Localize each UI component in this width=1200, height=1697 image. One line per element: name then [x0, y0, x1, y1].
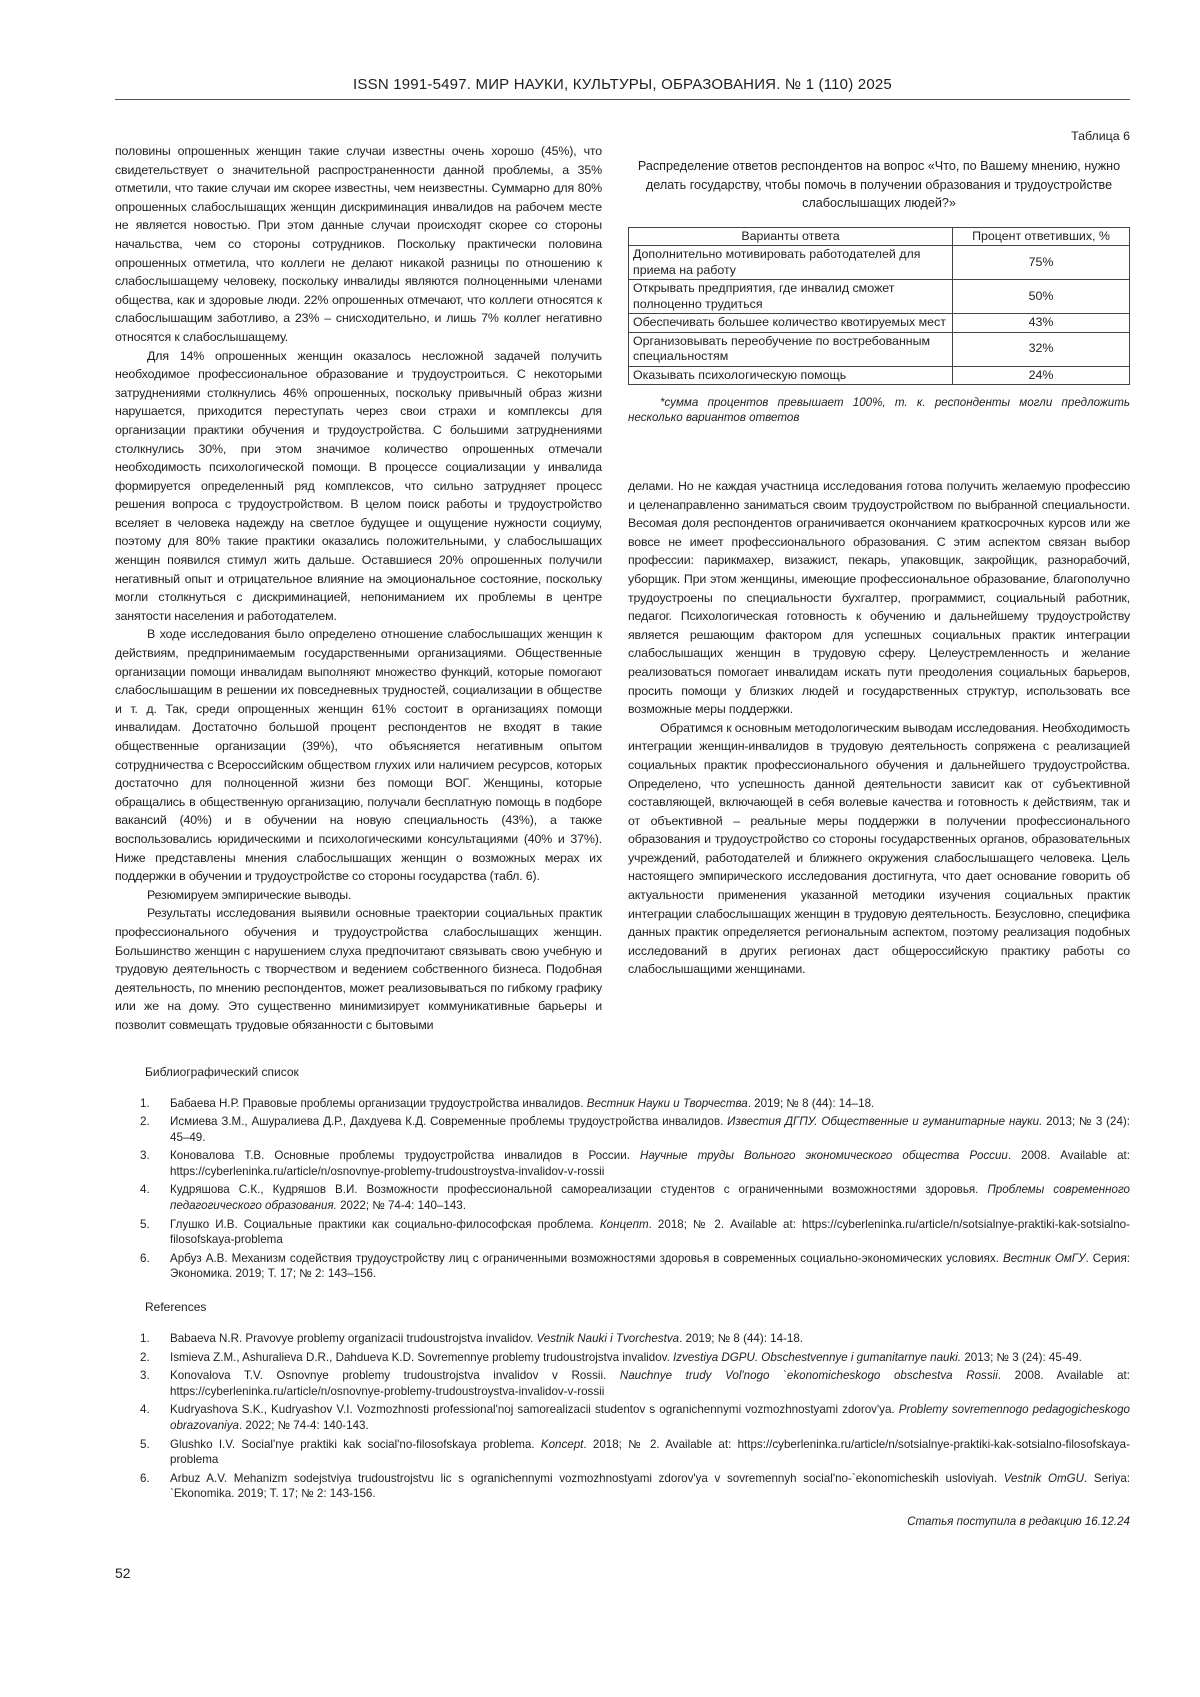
reference-source: Вестник ОмГУ — [1003, 1252, 1086, 1265]
reference-item — [140, 1471, 1130, 1502]
percent-cell: 32% — [953, 332, 1130, 366]
paragraph: половины опрошенных женщин такие случаи известны очень хорошо (45%), что свидетельствует о значительной распространенности данной проблемы, а 35% отметили, что такие случаи им скорее известны, чем неизвестны. Суммарно для 80% опрошенных слабослышащих женщин дискриминация инвалидов на рабочем месте не является новостью. При этом данные случаи происходят скорее со стороны начальства, чем со стороны сотрудников. Поскольку практически половина опрошенных отметила, что коллеги не делают никакой разницы по отношению к слабослышащему человеку, поскольку инвалиды являются полноценными членами общества, как и здоровые люди. 22% опрошенных отмечают, что коллеги относятся к слабослышащим заботливо, а 23% – снисходительно, и лишь 7% коллег негативно относятся к слабослышащему. — [115, 142, 602, 347]
reference-item — [140, 1331, 1130, 1347]
reference-text: Глушко И.В. Социальные практики как социально-философская проблема. — [170, 1218, 600, 1231]
paragraph: делами. Но не каждая участница исследования готова получить желаемую профессию и целенаправленно заниматься своим трудоустройством по выбранной специальности. Весомая доля респондентов ограничивается окончанием краткосрочных курсов или же вовсе не имеет профессионального образования. С этим аспектом связан выбор профессии: парикмахер, визажист, пекарь, упаковщик, закройщик, разнорабочий, уборщик. При этом женщины, имеющие профессиональное образование, благополучно трудоустроены по специальности бухгалтер, программист, социальный работник, педагог. Психологическая готовность к обучению и дальнейшему трудоустройству является решающим фактором для успешных социальных практик интеграции слабослышащих женщин в трудовую сферу. Целеустремленность и желание реализоваться помогает инвалидам искать пути преодоления социальных барьеров, просить помощи у близких людей и государственных структур, использовать все возможные меры поддержки. — [628, 477, 1130, 719]
reference-details: . 2019; № 8 (44): 14-18. — [679, 1332, 803, 1345]
references-list — [140, 1331, 1130, 1502]
table-caption: Распределение ответов респондентов на вопрос «Что, по Вашему мнению, нужно делать государству, чтобы помочь в получении образования и трудоустройстве слабослышащих людей?» — [628, 157, 1130, 213]
reference-item — [140, 1368, 1130, 1399]
reference-source: Концепт — [600, 1218, 649, 1231]
paragraph: Резюмируем эмпирические выводы. — [115, 886, 602, 905]
page-number: 52 — [115, 1565, 1130, 1621]
column-header: Процент ответивших, % — [953, 227, 1130, 246]
reference-number: 1. — [140, 1331, 150, 1347]
reference-text: Babaeva N.R. Pravovye problemy organizacii trudoustrojstva invalidov. — [170, 1332, 536, 1345]
references-title: References — [145, 1300, 1130, 1315]
reference-item — [140, 1148, 1130, 1179]
reference-source: Vestnik OmGU — [1004, 1472, 1084, 1485]
reference-source: Известия ДГПУ. Общественные и гуманитарные науки. — [727, 1115, 1042, 1128]
bibliography-list — [140, 1096, 1130, 1283]
reference-source: Koncept — [541, 1438, 584, 1451]
received-date: Статья поступила в редакцию 16.12.24 — [115, 1514, 1130, 1529]
reference-text: Glushko I.V. Social'nye praktiki kak social'no-filosofskaya problema. — [170, 1438, 541, 1451]
bibliography-title: Библиографический список — [145, 1065, 1130, 1080]
reference-number: 6. — [140, 1471, 150, 1487]
table-row — [629, 246, 1130, 280]
answer-cell: Организовывать переобучение по востребованным специальностям — [629, 332, 953, 366]
paragraph: Для 14% опрошенных женщин оказалось несложной задачей получить необходимое профессиональное образование и трудоустроиться. С некоторыми затруднениями столкнулись 46% опрошенных, поскольку привычный образ жизни нарушается, приходится переступать через свои страхи и комплексы для организации практики обучения и трудоустройства. С большими затруднениями столкнулись 30%, при этом значимое количество опрошенных отмечали необходимость психологической помощи. В процессе социализации у инвалида формируется определенный ряд комплексов, что сильно затрудняет процесс решения вопроса с трудоустройством. В целом поиск работы и трудоустройство вселяет в человека надежду на светлое будущее и ощущение нужности социуму, поэтому для 80% такие практики оказались положительными, у слабослышащих женщин появился стимул жить дальше. Оставшиеся 20% опрошенных получили негативный опыт и отрицательное влияние на эмоциональное состояние, поскольку могли столкнуться с дискриминацией, непониманием их проблемы в центре занятости населения и работодателем. — [115, 347, 602, 626]
table-row — [629, 332, 1130, 366]
reference-number: 1. — [140, 1096, 150, 1112]
reference-details: . 2008. Available at: https://cyberleninka.ru/article/n/osnovnye-problemy-trudoustroystva-invalidov-v-rossii — [170, 1369, 1130, 1398]
reference-details: . 2022; № 74-4: 140-143. — [239, 1419, 369, 1432]
left-column — [115, 142, 602, 1035]
column-header: Варианты ответа — [629, 227, 953, 246]
reference-number: 5. — [140, 1217, 150, 1233]
reference-item — [140, 1096, 1130, 1112]
reference-source: Nauchnye trudy Vol'nogo `ekonomicheskogo obschestva Rossii — [620, 1369, 998, 1382]
reference-details: 2022; № 74-4: 140–143. — [337, 1199, 466, 1212]
table-row — [629, 366, 1130, 385]
table-row — [629, 314, 1130, 333]
answer-cell: Оказывать психологическую помощь — [629, 366, 953, 385]
reference-number: 3. — [140, 1368, 150, 1384]
reference-number: 2. — [140, 1114, 150, 1130]
reference-number: 6. — [140, 1251, 150, 1267]
reference-number: 4. — [140, 1402, 150, 1418]
answer-cell: Открывать предприятия, где инвалид сможет полноценно трудиться — [629, 280, 953, 314]
reference-source: Vestnik Nauki i Tvorchestva — [536, 1332, 679, 1345]
answer-cell: Обеспечивать большее количество квотируемых мест — [629, 314, 953, 333]
page — [115, 0, 1130, 1621]
reference-number: 4. — [140, 1182, 150, 1198]
percent-cell: 24% — [953, 366, 1130, 385]
reference-item — [140, 1437, 1130, 1468]
two-column-body — [115, 142, 1130, 1035]
reference-item — [140, 1182, 1130, 1213]
reference-text: Konovalova T.V. Osnovnye problemy trudoustrojstva invalidov v Rossii. — [170, 1369, 620, 1382]
reference-item — [140, 1251, 1130, 1282]
percent-cell: 43% — [953, 314, 1130, 333]
table-note-text: *сумма процентов превышает 100%, т. к. респонденты могли предложить несколько вариантов ответов — [628, 396, 1130, 424]
percent-cell: 75% — [953, 246, 1130, 280]
table-number: Таблица 6 — [628, 129, 1130, 144]
references — [115, 1300, 1130, 1502]
reference-text: Kudryashova S.K., Kudryashov V.I. Vozmozhnosti professional'noj samorealizacii studentov s ogranichennymi vozmozhnostyami zdorov'ya. — [170, 1403, 899, 1416]
table-header-row — [629, 227, 1130, 246]
reference-source: Problemy sovremennogo pedagogicheskogo obrazovaniya — [170, 1403, 1130, 1432]
reference-source: Проблемы современного педагогического образования. — [170, 1183, 1130, 1212]
right-column — [628, 477, 1130, 979]
reference-number: 5. — [140, 1437, 150, 1453]
reference-text: Кудряшова С.К., Кудряшов В.И. Возможности профессиональной самореализации студентов с ограниченными возможностями здоровья. — [170, 1183, 987, 1196]
paragraph: Обратимся к основным методологическим выводам исследования. Необходимость интеграции женщин-инвалидов в трудовую деятельность сопряжена с реализацией социальных практик профессионального обучения и дальнейшего трудоустройства. Определено, что успешность данной деятельности зависит как от субъективной составляющей, включающей в себя волевые качества и готовность к действиям, так и от объективной – реальные меры поддержки в получении профессионального образования и трудоустройство со стороны государственных органов, образовательных учреждений, работодателей и ближнего окружения слабослышащего человека. Цель настоящего эмпирического исследования достигнута, что дает основание говорить об актуальности применения указанной методики изучения социальных практик интеграции слабослышащих женщин в трудовую деятельность. Безусловно, специфика данных практик определяется региональным аспектом, поэтому реализация подобных исследований в других регионах даст общероссийскую практику работы со слабослышащими женщинами. — [628, 719, 1130, 979]
reference-text: Коновалова Т.В. Основные проблемы трудоустройства инвалидов в России. — [170, 1149, 640, 1162]
reference-number: 3. — [140, 1148, 150, 1164]
paragraph: Результаты исследования выявили основные траектории социальных практик профессионального обучения и трудоустройства слабослышащих женщин. Большинство женщин с нарушением слуха предпочитают связывать свою учебную и трудовую деятельность с творчеством и ведением собственного бизнеса. Подобная деятельность, по мнению респондентов, может реализовываться по гибкому графику или же на дому. Это существенно минимизирует коммуникативные барьеры и позволит совмещать трудовые обязанности с бытовыми — [115, 904, 602, 1034]
reference-details: 2013; № 3 (24): 45–49. — [170, 1115, 1130, 1144]
reference-item — [140, 1217, 1130, 1248]
running-header: ISSN 1991-5497. МИР НАУКИ, КУЛЬТУРЫ, ОБРАЗОВАНИЯ. № 1 (110) 2025 — [115, 76, 1130, 100]
table-note — [628, 395, 1130, 425]
reference-details: . 2008. Available at: https://cyberleninka.ru/article/n/osnovnye-problemy-trudoustroystva-invalidov-v-rossii — [170, 1149, 1130, 1178]
reference-details: . Серия: Экономика. 2019; Т. 17; № 2: 143–156. — [170, 1252, 1130, 1281]
reference-text: Ismieva Z.M., Ashuralieva D.R., Dahdueva K.D. Sovremennye problemy trudoustrojstva invalidov. — [170, 1351, 673, 1364]
reference-text: Бабаева Н.Р. Правовые проблемы организации трудоустройства инвалидов. — [170, 1097, 587, 1110]
reference-item — [140, 1114, 1130, 1145]
reference-details: . 2018; № 2. Available at: https://cyberleninka.ru/article/n/sotsialnye-praktiki-kak-sotsialno-filosofskaya-problema — [170, 1218, 1130, 1247]
reference-text: Arbuz A.V. Mehanizm sodejstviya trudoustrojstvu lic s ogranichennymi vozmozhnostyami zdorov'ya v sovremennyh social'no-`ekonomicheskih usloviyah. — [170, 1472, 1004, 1485]
reference-text: Исмиева З.М., Ашуралиева Д.Р., Дахдуева К.Д. Современные проблемы трудоустройства инвалидов. — [170, 1115, 727, 1128]
answer-cell: Дополнительно мотивировать работодателей для приема на работу — [629, 246, 953, 280]
right-column-wrapper — [628, 129, 1130, 979]
paragraph: В ходе исследования было определено отношение слабослышащих женщин к действиям, предпринимаемым государственными организациями. Общественные организации помощи инвалидам выполняют множество функций, которые помогают слабослышащим в решении их повседневных трудностей, социализации в обществе и т. д. Так, среди опрощенных женщин 61% состоит в организациях помощи инвалидам. Достаточно большой процент респондентов не входят в такие общественные организации (39%), что объясняется негативным опытом сотрудничества с Всероссийским обществом глухих или наличием ресурсов, которых достаточно для полноценной жизни без помощи ВОГ. Женщины, которые обращались в общественную организацию, получали бесплатную помощь в подборе вакансий (40%) и в обучении на новую специальность (43%), а также воспользовались юридическими и психологическими консультациями (40% и 37%). Ниже представлены мнения слабослышащих женщин о возможных мерах их поддержки в обучении и трудоустройстве со стороны государства (табл. 6). — [115, 625, 602, 885]
reference-details: . Seriya: `Ekonomika. 2019; T. 17; № 2: 143-156. — [170, 1472, 1130, 1501]
reference-text: Арбуз А.В. Механизм содействия трудоустройству лиц с ограниченными возможностями здоровья в современных социально-экономических условиях. — [170, 1252, 1003, 1265]
reference-details: 2013; № 3 (24): 45-49. — [961, 1351, 1082, 1364]
reference-details: . 2019; № 8 (44): 14–18. — [748, 1097, 875, 1110]
reference-source: Izvestiya DGPU. Obschestvennye i gumanitarnye nauki. — [673, 1351, 961, 1364]
reference-source: Научные труды Вольного экономического общества России — [640, 1149, 1008, 1162]
reference-number: 2. — [140, 1350, 150, 1366]
reference-details: . 2018; № 2. Available at: https://cyberleninka.ru/article/n/sotsialnye-praktiki-kak-sotsialno-filosofskaya-problema — [170, 1438, 1130, 1467]
reference-source: Вестник Науки и Творчества — [587, 1097, 748, 1110]
bibliography — [115, 1065, 1130, 1283]
reference-item — [140, 1402, 1130, 1433]
table-row — [629, 280, 1130, 314]
reference-item — [140, 1350, 1130, 1366]
percent-cell: 50% — [953, 280, 1130, 314]
survey-table — [628, 227, 1130, 386]
